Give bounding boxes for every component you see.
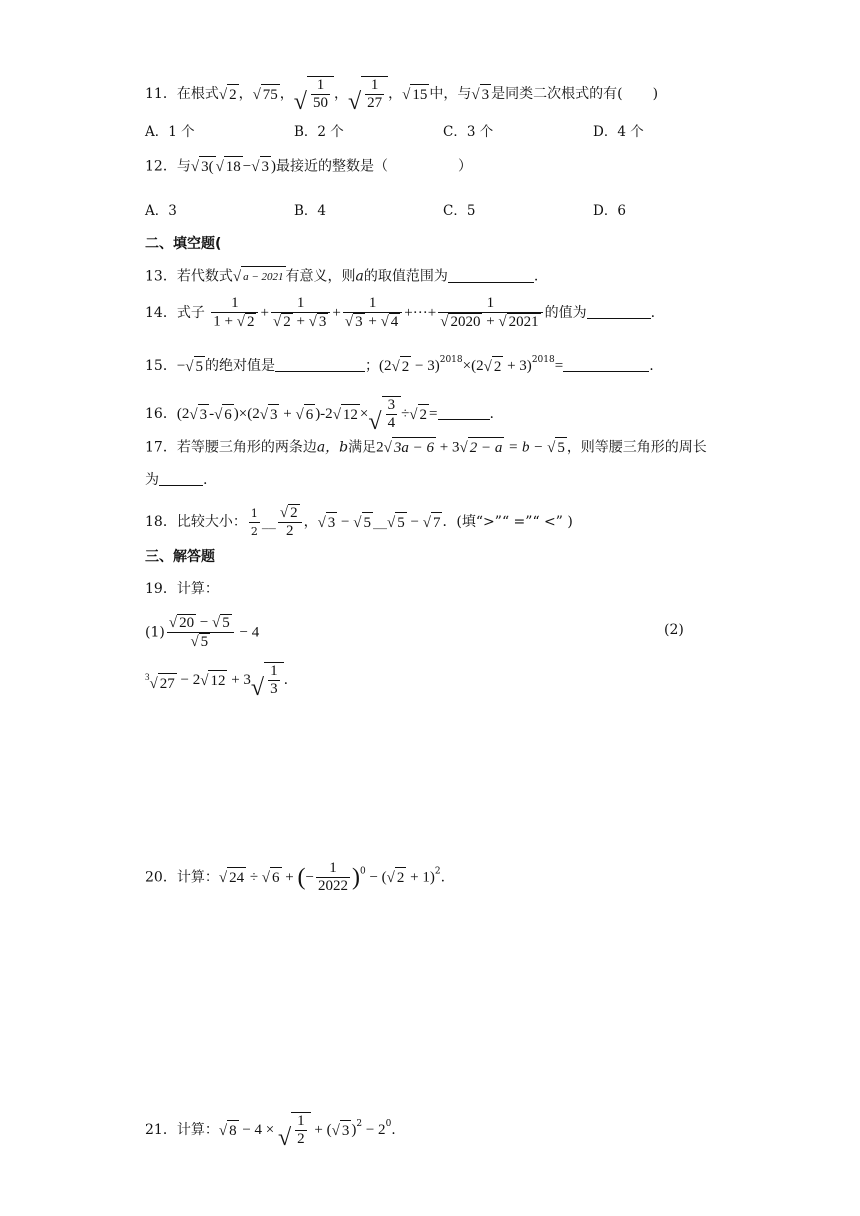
question-number: 16． bbox=[145, 406, 177, 422]
answer-blank bbox=[587, 304, 651, 319]
question-number: 15． bbox=[145, 358, 177, 374]
radical-sqrt75: √ 75 bbox=[253, 84, 280, 105]
answer-blank bbox=[159, 471, 203, 486]
radical-sqrt3: √ 3 bbox=[471, 84, 491, 105]
question-13: 13．若代数式√ a − 2021 有意义，则a的取值范围为 . bbox=[145, 266, 538, 287]
radical-sqrt-1-27: √ $\frac{1}{27}$ bbox=[348, 76, 388, 112]
fraction-term-2: $\frac{1}{√ 2 + √ 3}$ bbox=[271, 295, 330, 331]
answer-blank bbox=[448, 268, 534, 283]
radical-sqrt-1-50: √ $\frac{1}{50}$ bbox=[294, 76, 334, 112]
question-18: 18．比较大小： $\frac{1}{2}$ __ $\frac{√ 2}{2}$ ，√ 3 − √ 5 __√ 5 − √ 7 ．(填“>”“ =”“ <” ) bbox=[145, 505, 573, 539]
option-d: D．6 bbox=[593, 203, 626, 219]
question-number: 19． bbox=[145, 581, 177, 597]
question-19-part-2-label: (2) bbox=[664, 622, 684, 638]
question-19-part-2: $^3$√ 27 − 2√ 12 + 3√ $\frac{1}{3}$ . bbox=[145, 663, 289, 701]
question-number: 14． bbox=[145, 305, 177, 321]
fraction-term-3: $\frac{1}{√ 3 + √ 4}$ bbox=[343, 295, 402, 331]
question-number: 11． bbox=[145, 86, 177, 102]
option-c: C．3 个 bbox=[443, 124, 494, 140]
fraction-term-1: $\frac{1}{1 + √ 2}$ bbox=[211, 295, 258, 331]
radical-sqrt2: √ 2 bbox=[219, 84, 239, 105]
question-17-line-2: 为 . bbox=[145, 472, 208, 488]
radical-sqrt15: √ 15 bbox=[402, 84, 429, 105]
answer-blank bbox=[438, 405, 490, 420]
question-number: 21． bbox=[145, 1122, 177, 1138]
question-number: 20． bbox=[145, 869, 177, 886]
option-b: B．2 个 bbox=[294, 124, 344, 140]
radical-sqrt3b: √ 3 bbox=[251, 156, 271, 177]
answer-blank bbox=[563, 357, 649, 372]
option-a: A．3 bbox=[145, 203, 177, 219]
radical-sqrt18: √ 18 bbox=[216, 156, 243, 177]
question-12: 12．与√ 3( √ 18 −√ 3 )最接近的整数是（ ） bbox=[145, 156, 472, 177]
question-16: 16．(2√ 3 -√ 6 )×(2√ 3 + √ 6 )-2√ 12 ×√ $\frac{3}{4}$ ÷√ 2 = . bbox=[145, 397, 494, 435]
section-heading-fill-in: 二、填空题( bbox=[145, 236, 222, 252]
question-number: 13． bbox=[145, 268, 177, 285]
fraction-term-last: $\frac{1}{√ 2020 + √ 2021}$ bbox=[438, 295, 542, 331]
question-19: 19．计算： bbox=[145, 581, 219, 597]
question-number: 18． bbox=[145, 514, 177, 530]
question-14: 14．式子 $\frac{1}{1 + √ 2}$ + $\frac{1}{√ 2 + √ 3}$ + $\frac{1}{√ 3 + √ 4}$ +···+ $\frac{1}{√ 2020 + √ 2021}$ 的值为 . bbox=[145, 295, 656, 330]
question-19-part-1: (1) $\frac{√ 20 - √ 5}{√ 5}$ − 4 bbox=[145, 614, 260, 650]
option-c: C．5 bbox=[443, 203, 476, 219]
question-number: 17． bbox=[145, 439, 177, 456]
question-number: 12． bbox=[145, 158, 177, 175]
question-20: 20．计算：√ 24 ÷ √ 6 + (− $\frac{1}{2022}$ )$^0$ − (√ 2 + 1)$^2$. bbox=[145, 860, 446, 894]
option-b: B．4 bbox=[294, 203, 327, 219]
radical-a-2021: √ a − 2021 bbox=[233, 266, 286, 287]
radical-sqrt3: √ 3( bbox=[191, 156, 216, 177]
section-heading-solve: 三、解答题 bbox=[145, 549, 215, 565]
question-21: 21．计算：√ 8 − 4 × √ $\frac{1}{2}$ + (√ 3 )$^2 - 2^0$. bbox=[145, 1113, 396, 1151]
answer-blank bbox=[275, 357, 365, 372]
option-d: D．4 个 bbox=[593, 124, 644, 140]
question-17: 17．若等腰三角形的两条边a，b满足2√ 3a − 6 + 3√ 2 − a = b − √ 5 ，则等腰三角形的周长 bbox=[145, 437, 707, 458]
question-11: 11．在根式√ 2 ，√ 75 ，√ $\frac{1}{50}$ ，√ $\frac{1}{27}$ ，√ 15 中，与√ 3 是同类二次根式的有( ) bbox=[145, 77, 659, 115]
question-15: 15．−√ 5 的绝对值是 ；(2√ 2 − 3)$^{2018}$×(2√ 2 + 3)$^{2018}$= . bbox=[145, 355, 654, 375]
option-a: A．1 个 bbox=[145, 124, 195, 140]
